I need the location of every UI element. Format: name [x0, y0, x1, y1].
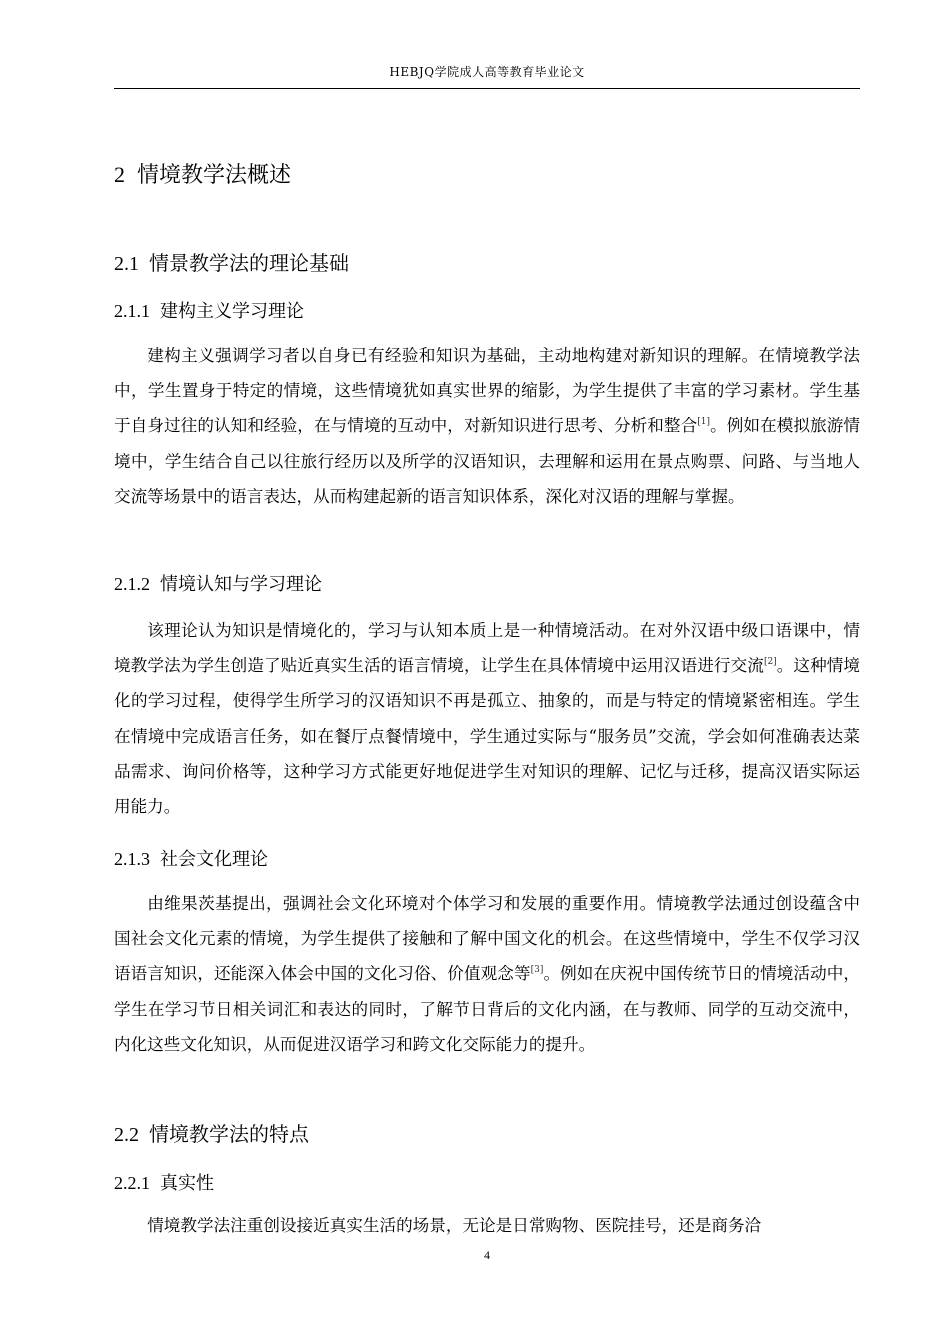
- subsection-heading-2-1-2: [114, 571, 322, 598]
- section-title: 情景教学法的理论基础: [149, 251, 349, 275]
- running-header: HEBJQ学院成人高等教育毕业论文: [389, 65, 585, 79]
- header-rule: [114, 88, 860, 89]
- chapter-number: 2: [114, 162, 125, 187]
- section-number: 2.1: [114, 253, 139, 275]
- paragraph-text: 情境教学法注重创设接近真实生活的场景，无论是日常购物、医院挂号，还是商务洽: [147, 1216, 762, 1235]
- subsection-heading-2-2-1: [114, 1170, 214, 1197]
- subsection-heading-2-1-3: [114, 846, 268, 873]
- section-heading-2-1: [114, 249, 349, 278]
- citation-ref: [2]: [763, 657, 777, 668]
- chapter-heading: [114, 160, 291, 191]
- chapter-title: 情境教学法概述: [137, 163, 292, 188]
- paragraph-2-2-1: [114, 1208, 860, 1243]
- subsection-number: 2.2.1: [114, 1173, 150, 1193]
- citation-ref: [3]: [530, 965, 544, 976]
- paragraph-text: 由维果茨基提出，强调社会文化环境对个体学习和发展的重要作用。情境教学法通过创设蕴含中国社会文化元素的情境，为学生提供了接触和了解中国文化的机会。在这些情境中，学生不仅学习汉语语言知识，还能深入体会中国的文化习俗、价值观念等: [114, 894, 860, 984]
- subsection-heading-2-1-1: [114, 298, 304, 325]
- section-title: 情境教学法的特点: [149, 1122, 309, 1146]
- paragraph-text: 。这种情境化的学习过程，使得学生所学习的汉语知识不再是孤立、抽象的，而是与特定的情境紧密相连。学生在情境中完成语言任务，如在餐厅点餐情境中，学生通过实际与“服务员”交流，学会如何准确表达菜品需求、询问价格等，这种学习方式能更好地促进学生对知识的理解、记忆与迁移，提高汉语实际运用能力。: [114, 656, 861, 817]
- paragraph-2-1-3: [114, 886, 860, 1062]
- paragraph-text: 建构主义强调学习者以自身已有经验和知识为基础，主动地构建对新知识的理解。在情境教学法中，学生置身于特定的情境，这些情境犹如真实世界的缩影，为学生提供了丰富的学习素材。学生基于自身过往的认知和经验，在与情境的互动中，对新知识进行思考、分析和整合: [114, 346, 860, 436]
- page-number: 4: [484, 1248, 490, 1262]
- subsection-number: 2.1.2: [114, 574, 150, 594]
- subsection-title: 情境认知与学习理论: [160, 574, 322, 595]
- paragraph-text: 。例如在模拟旅游情境中，学生结合自己以往旅行经历以及所学的汉语知识，去理解和运用在景点购票、问路、与当地人交流等场景中的语言表达，从而构建起新的语言知识体系，深化对汉语的理解与掌握。: [114, 416, 860, 506]
- subsection-title: 建构主义学习理论: [160, 301, 304, 322]
- subsection-title: 真实性: [160, 1173, 214, 1194]
- subsection-title: 社会文化理论: [160, 849, 268, 870]
- section-heading-2-2: [114, 1120, 309, 1149]
- paragraph-2-1-1: [114, 338, 860, 514]
- subsection-number: 2.1.3: [114, 849, 150, 869]
- section-number: 2.2: [114, 1124, 139, 1146]
- subsection-number: 2.1.1: [114, 301, 150, 321]
- paragraph-2-1-2: [114, 613, 860, 824]
- citation-ref: [1]: [697, 417, 711, 428]
- paragraph-text: 该理论认为知识是情境化的，学习与认知本质上是一种情境活动。在对外汉语中级口语课中，情境教学法为学生创造了贴近真实生活的语言情境，让学生在具体情境中运用汉语进行交流: [114, 621, 860, 676]
- paragraph-text: 。例如在庆祝中国传统节日的情境活动中，学生在学习节日相关词汇和表达的同时，了解节日背后的文化内涵，在与教师、同学的互动交流中，内化这些文化知识，从而促进汉语学习和跨文化交际能力的提升。: [114, 964, 861, 1054]
